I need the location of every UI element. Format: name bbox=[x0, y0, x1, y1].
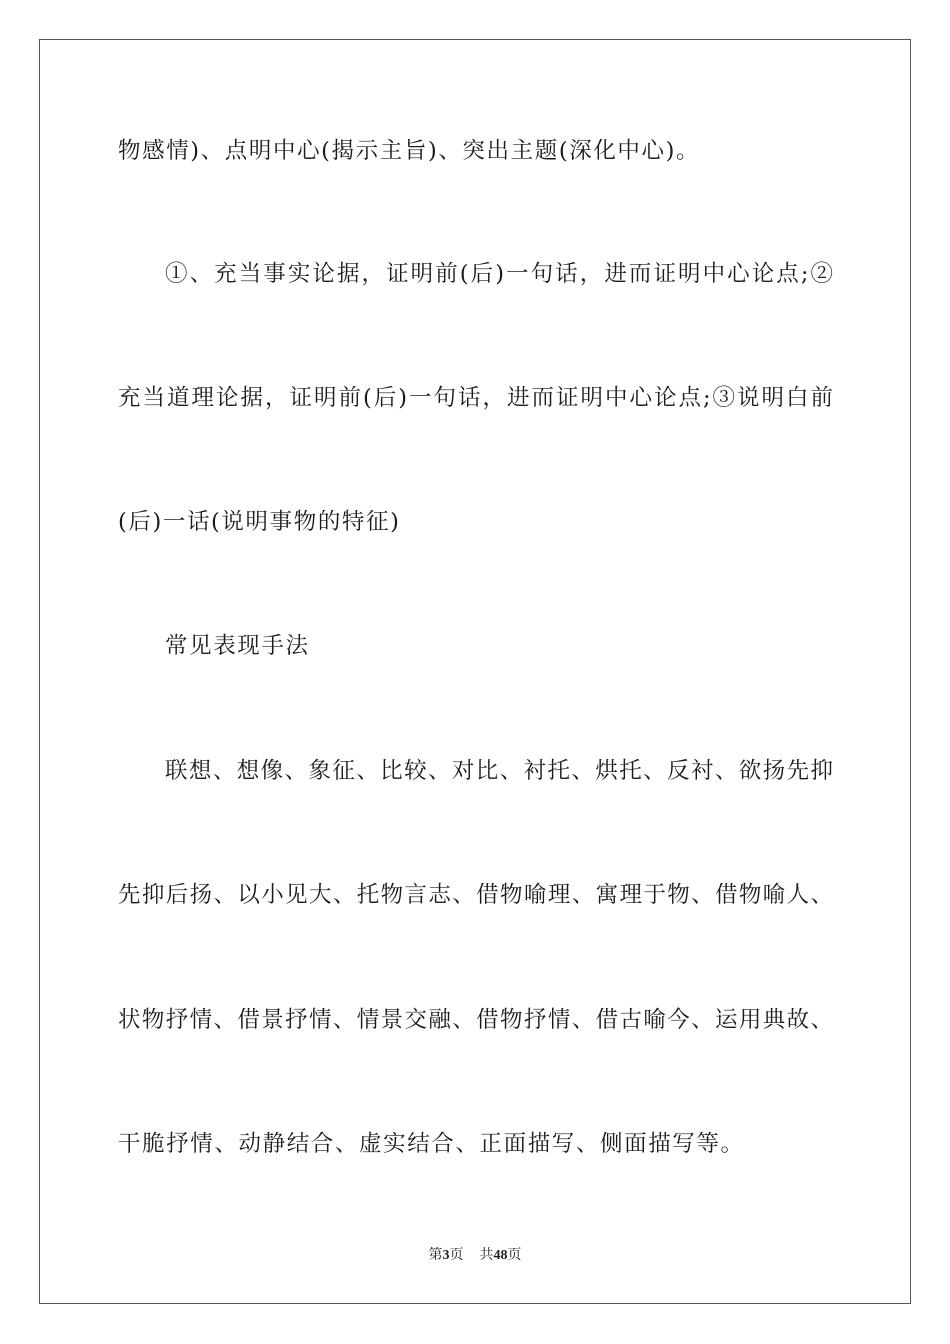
body-line-7: 先抑后扬、以小见大、托物言志、借物喻理、寓理于物、借物喻人、 bbox=[118, 882, 833, 908]
body-line-4: (后)一话(说明事物的特征) bbox=[118, 509, 401, 535]
footer-page-prefix: 第 bbox=[428, 1248, 443, 1263]
body-line-3: 充当道理论据，证明前(后)一句话，进而证明中心论点;③说明白前 bbox=[118, 385, 833, 411]
footer-total-suffix: 页 bbox=[507, 1248, 522, 1263]
body-line-6: 联想、想像、象征、比较、对比、衬托、烘托、反衬、欲扬先抑 bbox=[165, 758, 833, 784]
footer-total-pages: 48 bbox=[493, 1248, 508, 1263]
footer-total-prefix: 共 bbox=[479, 1248, 494, 1263]
section-heading: 常见表现手法 bbox=[165, 633, 310, 659]
body-line-2: ①、充当事实论据，证明前(后)一句话，进而证明中心论点;② bbox=[165, 261, 833, 287]
page-footer bbox=[0, 1246, 950, 1266]
body-line-8: 状物抒情、借景抒情、情景交融、借物抒情、借古喻今、运用典故、 bbox=[118, 1007, 833, 1033]
body-line-9: 干脆抒情、动静结合、虚实结合、正面描写、侧面描写等。 bbox=[118, 1131, 745, 1157]
page-border bbox=[39, 39, 911, 1304]
body-line-1: 物感情)、点明中心(揭示主旨)、突出主题(深化中心)。 bbox=[118, 138, 701, 164]
footer-page-number: 3 bbox=[442, 1248, 450, 1263]
footer-page-suffix: 页 bbox=[449, 1248, 464, 1263]
